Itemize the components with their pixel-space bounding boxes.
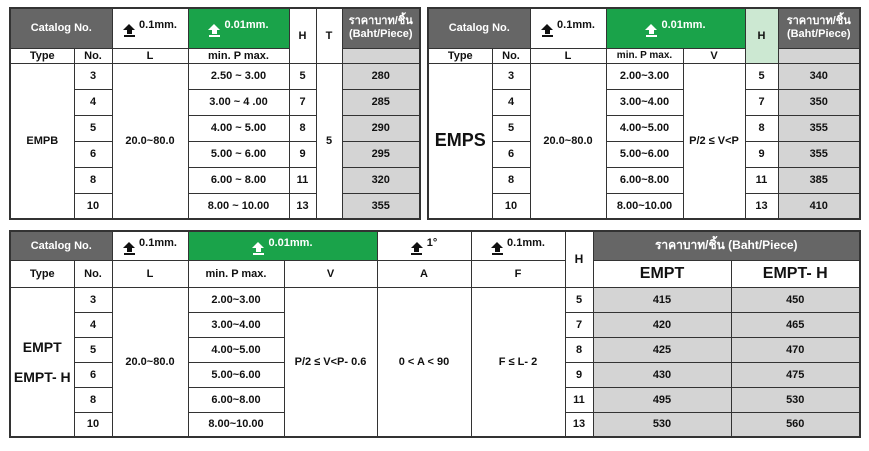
p-cell: 3.00~4.00	[606, 89, 683, 115]
v-cell: P/2 ≤ V<P- 0.6	[284, 287, 377, 437]
h-cell: 8	[745, 115, 778, 141]
price-cell: 385	[778, 167, 860, 193]
price-cell: 355	[778, 115, 860, 141]
h-cell: 8	[289, 115, 316, 141]
empth-price-cell: 560	[731, 412, 860, 437]
no-cell: 3	[492, 63, 530, 89]
no-cell: 6	[74, 362, 112, 387]
up-arrow-icon	[208, 24, 220, 37]
no-cell: 6	[74, 141, 112, 167]
f-subheader: F	[471, 260, 565, 287]
no-cell: 6	[492, 141, 530, 167]
h-cell: 7	[565, 312, 593, 337]
table-row	[428, 89, 860, 115]
p-cell: 4.00 ~ 5.00	[188, 115, 289, 141]
h-cell: 8	[565, 337, 593, 362]
f-cell: F ≤ L- 2	[471, 287, 565, 437]
p-cell: 6.00~8.00	[606, 167, 683, 193]
empt-price-cell: 415	[593, 287, 731, 312]
l-range-cell: 20.0~80.0	[112, 63, 188, 219]
price-subheader	[778, 48, 860, 63]
empt-table	[9, 230, 861, 438]
no-cell: 4	[74, 89, 112, 115]
no-cell: 8	[74, 167, 112, 193]
empth-price-cell: 450	[731, 287, 860, 312]
l-range-cell: 20.0~80.0	[112, 287, 188, 437]
v-subheader: V	[683, 48, 745, 63]
h-header: H	[745, 8, 778, 63]
table-row	[10, 287, 860, 312]
p-cell: 8.00~10.00	[606, 193, 683, 219]
empth-subheader: EMPT- H	[731, 260, 860, 287]
p-cell: 2.50 ~ 3.00	[188, 63, 289, 89]
table-row	[428, 167, 860, 193]
empt-price-cell: 430	[593, 362, 731, 387]
tolerance-0.1-header: 0.1mm.	[112, 231, 188, 260]
empth-price-cell: 475	[731, 362, 860, 387]
table-row	[428, 63, 860, 89]
h-cell: 5	[745, 63, 778, 89]
catalog-no-header: Catalog No.	[10, 231, 112, 260]
price-cell: 350	[778, 89, 860, 115]
catalog-no-header: Catalog No.	[10, 8, 112, 48]
up-arrow-icon	[645, 24, 657, 37]
tolerance-degree-header: 1°	[377, 231, 471, 260]
l-subheader: L	[530, 48, 606, 63]
catalog-no-header: Catalog No.	[428, 8, 530, 48]
no-cell: 8	[74, 387, 112, 412]
p-cell: 8.00 ~ 10.00	[188, 193, 289, 219]
table-row	[10, 63, 420, 89]
type-cell: EMPS	[428, 63, 492, 219]
h-cell: 7	[289, 89, 316, 115]
no-cell: 3	[74, 63, 112, 89]
price-cell: 355	[342, 193, 420, 219]
p-cell: 5.00~6.00	[188, 362, 284, 387]
type-cell: EMPB	[10, 63, 74, 219]
up-arrow-icon	[123, 242, 135, 255]
h-cell: 11	[565, 387, 593, 412]
price-cell: 290	[342, 115, 420, 141]
up-arrow-icon	[252, 242, 264, 255]
price-subheader	[342, 48, 420, 63]
h-cell: 11	[289, 167, 316, 193]
p-cell: 3.00~4.00	[188, 312, 284, 337]
no-subheader: No.	[74, 48, 112, 63]
h-cell: 13	[289, 193, 316, 219]
price-header: ราคาบาท/ชิ้น (Baht/Piece)	[342, 8, 420, 48]
h-cell: 5	[289, 63, 316, 89]
empt-price-cell: 495	[593, 387, 731, 412]
up-arrow-icon	[123, 24, 135, 37]
table-row	[428, 115, 860, 141]
empth-price-cell: 530	[731, 387, 860, 412]
h-cell: 11	[745, 167, 778, 193]
up-arrow-icon	[411, 242, 423, 255]
p-cell: 8.00~10.00	[188, 412, 284, 437]
empt-subheader: EMPT	[593, 260, 731, 287]
empt-price-cell: 420	[593, 312, 731, 337]
tolerance-0.1-header: 0.1mm.	[112, 8, 188, 48]
table-row	[428, 141, 860, 167]
up-arrow-icon	[541, 24, 553, 37]
price-cell: 320	[342, 167, 420, 193]
tolerance-0.01-header: 0.01mm.	[606, 8, 745, 48]
type-subheader: Type	[428, 48, 492, 63]
p-cell: 4.00~5.00	[606, 115, 683, 141]
price-cell: 355	[778, 141, 860, 167]
p-cell: 2.00~3.00	[188, 287, 284, 312]
h-cell: 9	[745, 141, 778, 167]
empb-table	[9, 7, 421, 220]
p-cell: 6.00~8.00	[188, 387, 284, 412]
p-cell: 5.00~6.00	[606, 141, 683, 167]
p-cell: 3.00 ~ 4 .00	[188, 89, 289, 115]
p-cell: 6.00 ~ 8.00	[188, 167, 289, 193]
p-cell: 2.00~3.00	[606, 63, 683, 89]
p-cell: 5.00 ~ 6.00	[188, 141, 289, 167]
no-cell: 10	[492, 193, 530, 219]
h-cell: 13	[745, 193, 778, 219]
empth-price-cell: 470	[731, 337, 860, 362]
price-cell: 280	[342, 63, 420, 89]
tolerance-0.01-header: 0.01mm.	[188, 8, 289, 48]
up-arrow-icon	[491, 242, 503, 255]
l-subheader: L	[112, 48, 188, 63]
price-header: ราคาบาท/ชิ้น (Baht/Piece)	[778, 8, 860, 48]
h-header: H	[565, 231, 593, 287]
no-cell: 10	[74, 193, 112, 219]
p-subheader: min. P max.	[188, 260, 284, 287]
no-cell: 4	[74, 312, 112, 337]
a-subheader: A	[377, 260, 471, 287]
h-cell: 7	[745, 89, 778, 115]
l-subheader: L	[112, 260, 188, 287]
tolerance-0.01-header: 0.01mm.	[188, 231, 377, 260]
type-subheader: Type	[10, 48, 74, 63]
no-subheader: No.	[492, 48, 530, 63]
v-cell: P/2 ≤ V<P	[683, 63, 745, 219]
type-subheader: Type	[10, 260, 74, 287]
l-range-cell: 20.0~80.0	[530, 63, 606, 219]
type-cell: EMPT EMPT- H	[10, 287, 74, 437]
empt-price-cell: 425	[593, 337, 731, 362]
price-cell: 340	[778, 63, 860, 89]
no-cell: 5	[492, 115, 530, 141]
table-row	[428, 193, 860, 219]
tolerance-0.1-f-header: 0.1mm.	[471, 231, 565, 260]
empth-price-cell: 465	[731, 312, 860, 337]
no-cell: 8	[492, 167, 530, 193]
price-cell: 285	[342, 89, 420, 115]
price-header: ราคาบาท/ชิ้น (Baht/Piece)	[593, 231, 860, 260]
price-cell: 295	[342, 141, 420, 167]
p-cell: 4.00~5.00	[188, 337, 284, 362]
v-subheader: V	[284, 260, 377, 287]
t-cell: 5	[316, 63, 342, 219]
no-cell: 10	[74, 412, 112, 437]
h-cell: 9	[289, 141, 316, 167]
no-cell: 5	[74, 115, 112, 141]
p-subheader: min. P max.	[188, 48, 289, 63]
h-header: H	[289, 8, 316, 63]
a-cell: 0 < A < 90	[377, 287, 471, 437]
t-header: T	[316, 8, 342, 63]
h-cell: 13	[565, 412, 593, 437]
no-subheader: No.	[74, 260, 112, 287]
emps-table	[427, 7, 861, 220]
no-cell: 4	[492, 89, 530, 115]
no-cell: 5	[74, 337, 112, 362]
p-subheader: min. P max.	[606, 48, 683, 63]
empt-price-cell: 530	[593, 412, 731, 437]
h-cell: 9	[565, 362, 593, 387]
no-cell: 3	[74, 287, 112, 312]
tolerance-0.1-header: 0.1mm.	[530, 8, 606, 48]
h-cell: 5	[565, 287, 593, 312]
price-cell: 410	[778, 193, 860, 219]
